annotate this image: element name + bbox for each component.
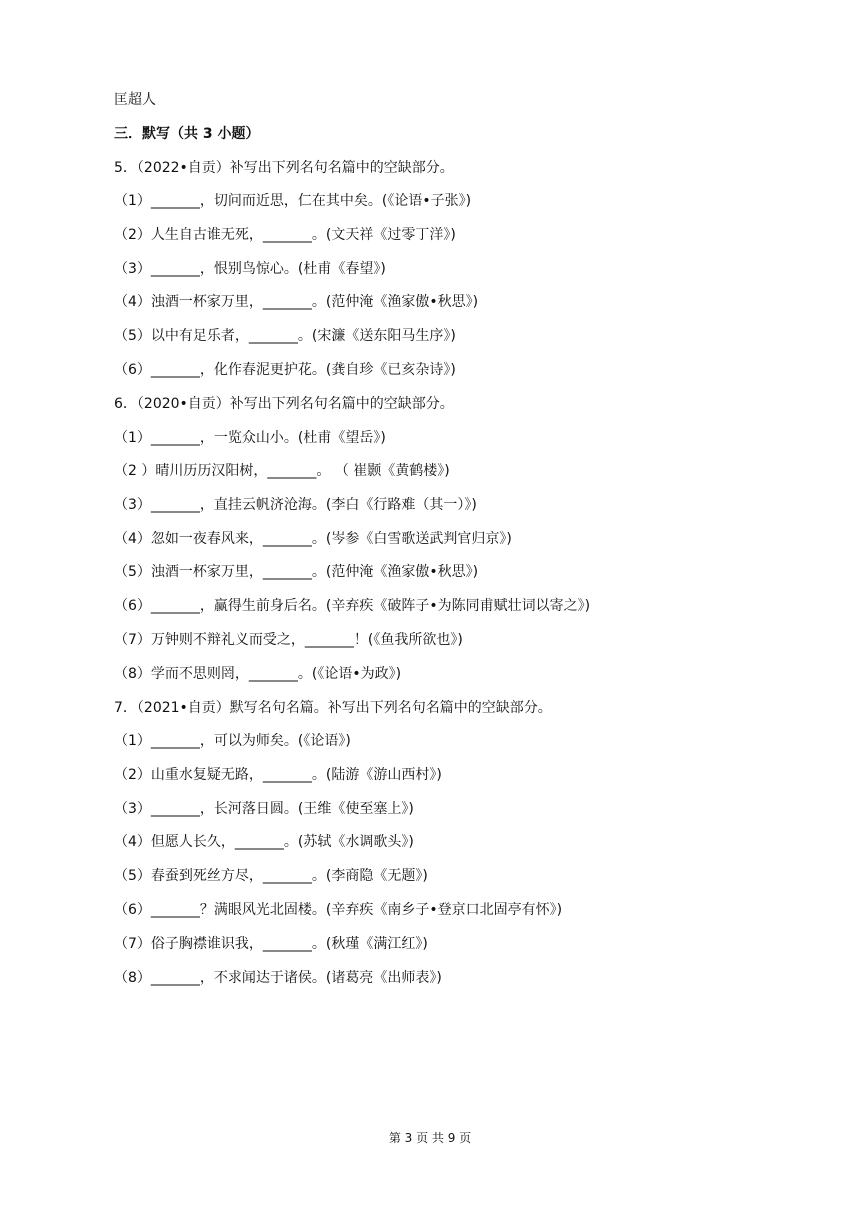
question-item: （5）以中有足乐者，_______。(宋濂《送东阳马生序》) [114, 328, 456, 344]
question-stem: 5．（2022•自贡）补写出下列名句名篇中的空缺部分。 [114, 160, 454, 176]
question-item: （2）人生自古谁无死，_______。(文天祥《过零丁洋》) [114, 227, 456, 243]
question-stem: 7．（2021•自贡）默写名句名篇。补写出下列名句名篇中的空缺部分。 [114, 700, 552, 716]
question-item: （3）_______，直挂云帆济沧海。(李白《行路难（其一）》) [114, 497, 477, 513]
question-item: （2 ）晴川历历汉阳树，_______。 （ 崔颢《黄鹤楼》) [114, 463, 450, 479]
section-title: 三．默写（共 3 小题） [114, 126, 260, 142]
question-item: （5）浊酒一杯家万里，_______。(范仲淹《渔家傲•秋思》) [114, 564, 479, 580]
question-item: （8）_______，不求闻达于诸侯。(诸葛亮《出师表》) [114, 970, 442, 986]
question-item: （3）_______，恨别鸟惊心。(杜甫《春望》) [114, 261, 386, 277]
question-item: （8）学而不思则罔，_______。(《论语•为政》) [114, 666, 402, 682]
question-item: （4）浊酒一杯家万里，_______。(范仲淹《渔家傲•秋思》) [114, 294, 479, 310]
question-item: （4）忽如一夜春风来，_______。(岑参《白雪歌送武判官归京》) [114, 531, 512, 547]
question-item: （7）俗子胸襟谁识我，_______。(秋瑾《满江红》) [114, 936, 428, 952]
question-item: （1）_______，切问而近思，仁在其中矣。(《论语•子张》) [114, 193, 472, 209]
question-item: （1）_______，一览众山小。(杜甫《望岳》) [114, 430, 386, 446]
question-item: （2）山重水复疑无路，_______。(陆游《游山西村》) [114, 767, 442, 783]
page-footer: 第 3 页 共 9 页 [388, 1131, 472, 1145]
question-item: （5）春蚕到死丝方尽，_______。(李商隐《无题》) [114, 868, 428, 884]
question-item: （6）_______，化作春泥更护花。(龚自珍《已亥杂诗》) [114, 362, 456, 378]
question-item: （6）_______？满眼风光北固楼。(辛弃疾《南乡子•登京口北固亭有怀》) [114, 902, 563, 918]
question-item: （4）但愿人长久，_______。(苏轼《水调歌头》) [114, 834, 414, 850]
question-item: （3）_______，长河落日圆。(王维《使至塞上》) [114, 801, 414, 817]
question-item: （6）_______，赢得生前身后名。(辛弃疾《破阵子•为陈同甫赋壮词以寄之》) [114, 598, 591, 614]
top-line: 匡超人 [114, 92, 156, 108]
question-stem: 6．（2020•自贡）补写出下列名句名篇中的空缺部分。 [114, 396, 454, 412]
question-item: （1）_______，可以为师矣。(《论语》) [114, 733, 351, 749]
question-item: （7）万钟则不辩礼义而受之，_______！(《鱼我所欲也》) [114, 632, 463, 648]
